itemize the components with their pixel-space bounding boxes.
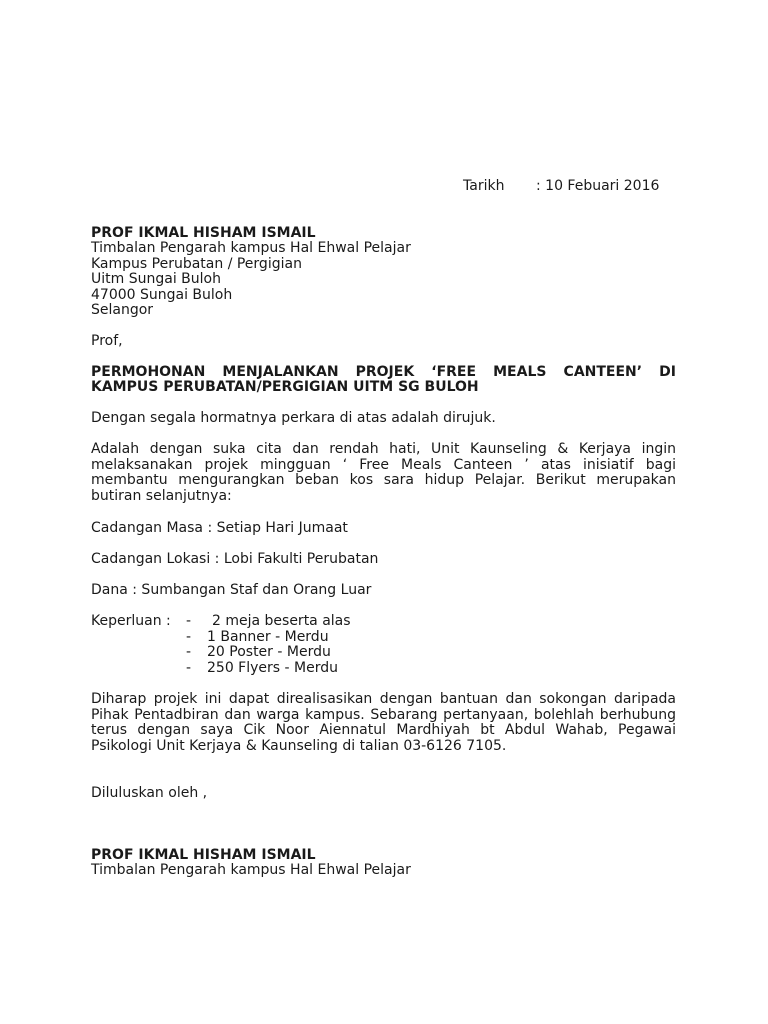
closing-line: Diharap projek ini dapat direalisasikan dengan bantuan dan sokongan daripada bbox=[91, 691, 676, 707]
recipient-line: Timbalan Pengarah kampus Hal Ehwal Pelajar bbox=[91, 240, 411, 256]
detail-dana: Dana : Sumbangan Staf dan Orang Luar bbox=[91, 582, 372, 598]
detail-masa: Cadangan Masa : Setiap Hari Jumaat bbox=[91, 520, 348, 536]
recipient-line: 47000 Sungai Buloh bbox=[91, 287, 233, 303]
intro-line: Adalah dengan suka cita dan rendah hati, Unit Kaunseling & Kerjaya ingin bbox=[91, 441, 676, 457]
keperluan-item: 1 Banner - Merdu bbox=[207, 629, 329, 645]
list-dash: - bbox=[186, 660, 192, 676]
closing-line: terus dengan saya Cik Noor Aiennatul Mardhiyah bt Abdul Wahab, Pegawai bbox=[91, 722, 676, 738]
intro-line: membantu mengurangkan beban kos sara hidup Pelajar. Berikut merupakan bbox=[91, 472, 676, 488]
signature-name: PROF IKMAL HISHAM ISMAIL bbox=[91, 847, 316, 863]
date-label: Tarikh bbox=[463, 178, 505, 194]
salutation: Prof, bbox=[91, 333, 123, 349]
recipient-line: Uitm Sungai Buloh bbox=[91, 271, 221, 287]
intro-line: melaksanakan projek mingguan ‘ Free Meals Canteen ’ atas inisiatif bagi bbox=[91, 457, 676, 473]
detail-lokasi: Cadangan Lokasi : Lobi Fakulti Perubatan bbox=[91, 551, 379, 567]
recipient-line: Kampus Perubatan / Pergigian bbox=[91, 256, 302, 272]
subject-line-1: PERMOHONAN MENJALANKAN PROJEK ‘FREE MEALS CANTEEN’ DI bbox=[91, 364, 676, 380]
recipient-line: Selangor bbox=[91, 302, 154, 318]
closing-line: Pihak Pentadbiran dan warga kampus. Sebarang pertanyaan, bolehlah berhubung bbox=[91, 707, 676, 723]
keperluan-item: 2 meja beserta alas bbox=[212, 613, 351, 629]
closing-line: Psikologi Unit Kerjaya & Kaunseling di talian 03-6126 7105. bbox=[91, 738, 507, 754]
subject-line-2: KAMPUS PERUBATAN/PERGIGIAN UITM SG BULOH bbox=[91, 379, 479, 395]
keperluan-label: Keperluan : bbox=[91, 613, 171, 629]
keperluan-item: 250 Flyers - Merdu bbox=[207, 660, 338, 676]
keperluan-item: 20 Poster - Merdu bbox=[207, 644, 331, 660]
approval-text: Diluluskan oleh , bbox=[91, 785, 208, 801]
list-dash: - bbox=[186, 629, 192, 645]
list-dash: - bbox=[186, 613, 192, 629]
signature-title: Timbalan Pengarah kampus Hal Ehwal Pelajar bbox=[91, 862, 411, 878]
intro-line: butiran selanjutnya: bbox=[91, 488, 232, 504]
opening-paragraph: Dengan segala hormatnya perkara di atas adalah dirujuk. bbox=[91, 410, 496, 426]
recipient-name: PROF IKMAL HISHAM ISMAIL bbox=[91, 225, 316, 241]
list-dash: - bbox=[186, 644, 192, 660]
date-value: : 10 Febuari 2016 bbox=[536, 178, 660, 194]
